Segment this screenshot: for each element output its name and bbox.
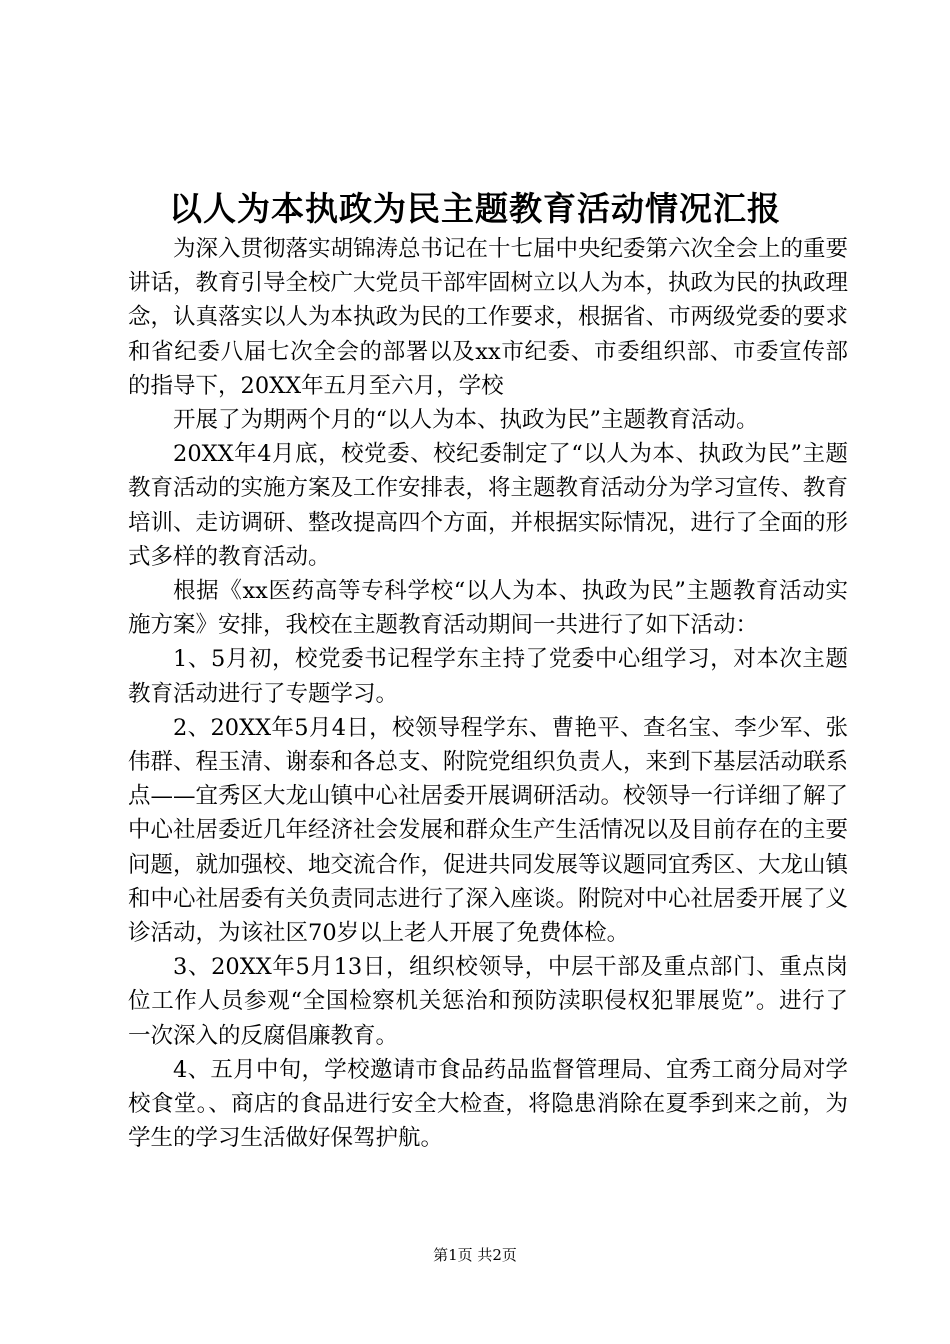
page-number-footer: 第1页 共2页 xyxy=(433,1246,517,1264)
paragraph-intro: 为深入贯彻落实胡锦涛总书记在十七届中央纪委第六次全会上的重要讲话，教育引导全校广大党员干部牢固树立以人为本，执政为民的执政理念，认真落实以人为本执政为民的工作要求，根据省、市两级党委的要求和省纪委八届七次全会的部署以及xx市纪委、市委组织部、市委宣传部的指导下，20XX年五月至六月，学校 xyxy=(128,236,849,399)
document-title: 以人为本执政为民主题教育活动情况汇报 xyxy=(169,189,781,228)
paragraph-activity-period: 开展了为期两个月的“以人为本、执政为民”主题教育活动。 xyxy=(173,407,759,434)
paragraph-item-1: 1、5月初，校党委书记程学东主持了党委中心组学习，对本次主题教育活动进行了专题学习。 xyxy=(128,646,848,707)
paragraph-item-2: 2、20XX年5月4日，校领导程学东、曹艳平、查名宝、李少军、张伟群、程玉清、谢泰和各总支、附院党组织负责人，来到下基层活动联系点——宜秀区大龙山镇中心社居委开展调研活动。校领导一行详细了解了中心社居委近几年经济社会发展和群众生产生活情况以及目前存在的主要问题，就加强校、地交流合作，促进共同发展等议题同宜秀区、大龙山镇和中心社居委有关负责同志进行了深入座谈。附院对中心社居委开展了义诊活动，为该社区70岁以上老人开展了免费体检。 xyxy=(128,714,849,947)
document-body xyxy=(128,232,848,1155)
paragraph-arrangement: 根据《xx医药高等专科学校“以人为本、执政为民”主题教育活动实施方案》安排，我校在主题教育活动期间一共进行了如下活动： xyxy=(128,578,848,639)
paragraph-item-4: 4、五月中旬，学校邀请市食品药品监督管理局、宜秀工商分局对学校食堂。、商店的食品进行安全大检查，将隐患消除在夏季到来之前，为学生的学习生活做好保驾护航。 xyxy=(128,1056,848,1152)
paragraph-plan: 20XX年4月底，校党委、校纪委制定了“以人为本、执政为民”主题教育活动的实施方案及工作安排表，将主题教育活动分为学习宣传、教育培训、走访调研、整改提高四个方面，并根据实际情况，进行了全面的形式多样的教育活动。 xyxy=(128,441,849,570)
paragraph-item-3: 3、20XX年5月13日，组织校领导，中层干部及重点部门、重点岗位工作人员参观“全国检察机关惩治和预防渎职侵权犯罪展览”。进行了一次深入的反腐倡廉教育。 xyxy=(128,954,848,1049)
